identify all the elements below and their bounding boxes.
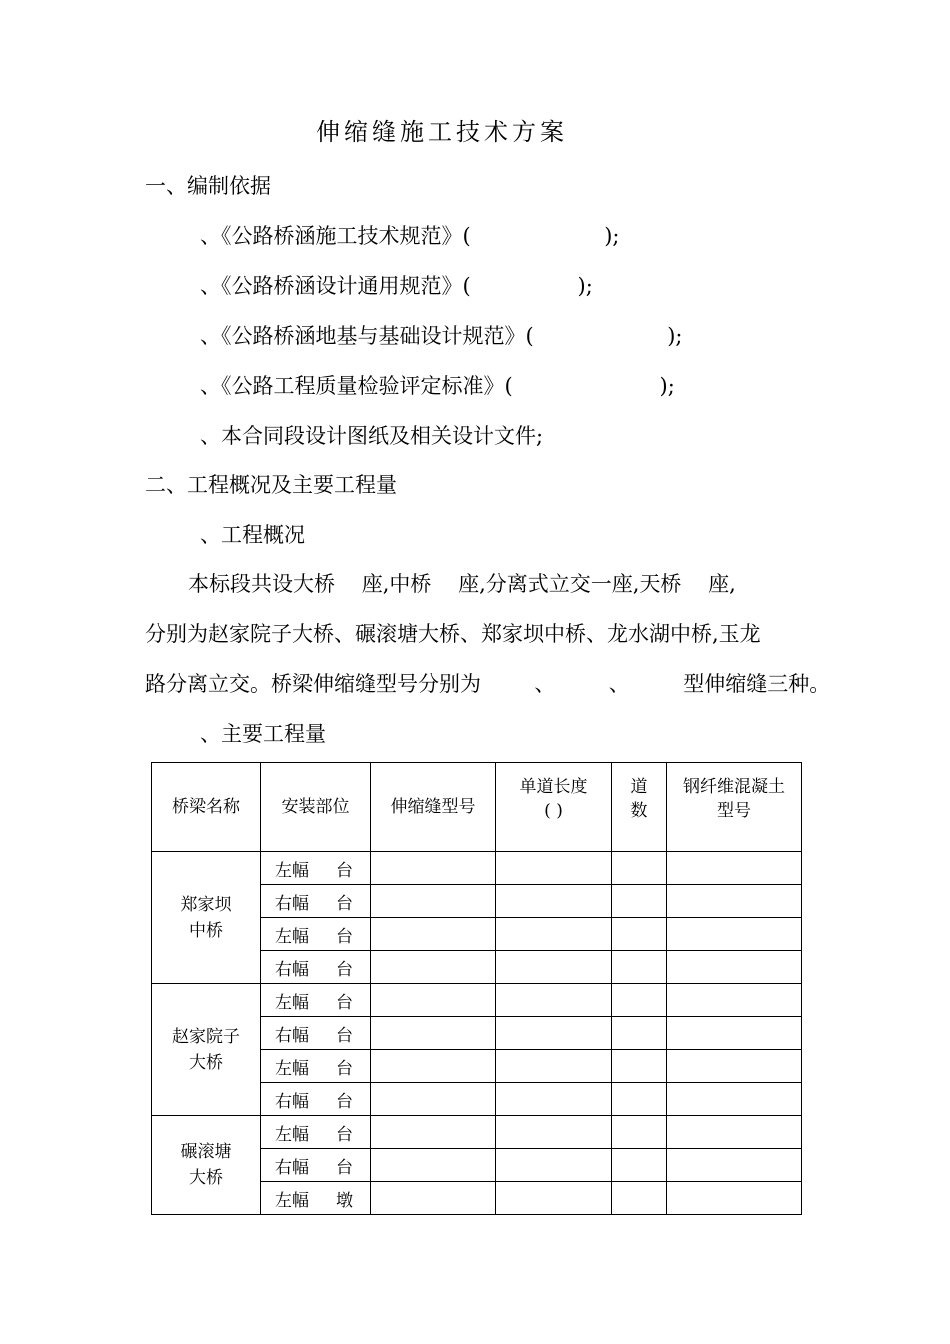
empty-cell [496, 885, 612, 918]
empty-cell [371, 951, 496, 984]
section-2-heading: 二、工程概况及主要工程量 [145, 473, 397, 497]
position-cell: 左幅 台 [261, 984, 371, 1017]
quantities-table [151, 762, 802, 1215]
bridge-name-cell: 碾滚塘 大桥 [152, 1116, 261, 1215]
empty-cell [371, 885, 496, 918]
overview-paragraph-line-1: 本标段共设大桥 座,中桥 座,分离式立交一座,天桥 座, [188, 572, 736, 596]
empty-cell [496, 1050, 612, 1083]
empty-cell [371, 1083, 496, 1116]
overview-paragraph-line-3: 路分离立交。桥梁伸缩缝型号分别为 、 、 型伸缩缝三种。 [145, 672, 831, 696]
position-cell: 左幅 台 [261, 1050, 371, 1083]
bridge-name-cell: 郑家坝 中桥 [152, 852, 261, 984]
header-count: 道 数 [612, 763, 667, 852]
section-1-heading: 一、编制依据 [145, 174, 271, 198]
subsection-quantities: 、主要工程量 [200, 722, 326, 746]
empty-cell [371, 918, 496, 951]
empty-cell [612, 951, 667, 984]
empty-cell [612, 885, 667, 918]
empty-cell [667, 1116, 802, 1149]
empty-cell [667, 852, 802, 885]
position-cell: 右幅 台 [261, 951, 371, 984]
basis-item-4: 、《公路工程质量检验评定标准》( ); [200, 374, 675, 398]
position-cell: 左幅 台 [261, 918, 371, 951]
empty-cell [612, 1017, 667, 1050]
basis-item-2: 、《公路桥涵设计通用规范》( ); [200, 274, 593, 298]
empty-cell [612, 852, 667, 885]
basis-item-3: 、《公路桥涵地基与基础设计规范》( ); [200, 324, 683, 348]
empty-cell [371, 984, 496, 1017]
subsection-overview: 、工程概况 [200, 523, 305, 547]
position-cell: 右幅 台 [261, 1083, 371, 1116]
empty-cell [496, 1116, 612, 1149]
bridge-name-cell: 赵家院子 大桥 [152, 984, 261, 1116]
position-cell: 左幅 台 [261, 852, 371, 885]
empty-cell [667, 951, 802, 984]
empty-cell [371, 1182, 496, 1215]
position-cell: 右幅 台 [261, 885, 371, 918]
position-cell: 左幅 墩 [261, 1182, 371, 1215]
empty-cell [667, 984, 802, 1017]
empty-cell [496, 1017, 612, 1050]
position-cell: 右幅 台 [261, 1017, 371, 1050]
empty-cell [496, 951, 612, 984]
empty-cell [496, 984, 612, 1017]
empty-cell [667, 885, 802, 918]
basis-item-1: 、《公路桥涵施工技术规范》( ); [200, 224, 620, 248]
header-concrete-model: 钢纤维混凝土 型号 [667, 763, 802, 852]
empty-cell [371, 1017, 496, 1050]
empty-cell [667, 918, 802, 951]
position-cell: 右幅 台 [261, 1149, 371, 1182]
header-joint-model: 伸缩缝型号 [371, 763, 496, 852]
empty-cell [667, 1050, 802, 1083]
empty-cell [612, 1116, 667, 1149]
table-row [152, 984, 802, 1017]
empty-cell [612, 1149, 667, 1182]
empty-cell [612, 984, 667, 1017]
empty-cell [612, 1083, 667, 1116]
empty-cell [496, 852, 612, 885]
empty-cell [371, 1050, 496, 1083]
empty-cell [667, 1083, 802, 1116]
empty-cell [612, 1182, 667, 1215]
empty-cell [667, 1017, 802, 1050]
document-title: 伸缩缝施工技术方案 [316, 118, 568, 146]
empty-cell [667, 1149, 802, 1182]
empty-cell [496, 1083, 612, 1116]
overview-paragraph-line-2: 分别为赵家院子大桥、碾滚塘大桥、郑家坝中桥、龙水湖中桥,玉龙 [145, 622, 761, 646]
empty-cell [496, 1149, 612, 1182]
table-header-row [152, 763, 802, 852]
empty-cell [612, 1050, 667, 1083]
basis-item-5: 、本合同段设计图纸及相关设计文件; [200, 424, 544, 448]
empty-cell [496, 918, 612, 951]
header-single-length: 单道长度 ( ) [496, 763, 612, 852]
empty-cell [371, 1149, 496, 1182]
empty-cell [667, 1182, 802, 1215]
header-bridge-name: 桥梁名称 [152, 763, 261, 852]
position-cell: 左幅 台 [261, 1116, 371, 1149]
empty-cell [371, 1116, 496, 1149]
table-row [152, 852, 802, 885]
empty-cell [371, 852, 496, 885]
table-row [152, 1116, 802, 1149]
empty-cell [612, 918, 667, 951]
empty-cell [496, 1182, 612, 1215]
header-install-position: 安装部位 [261, 763, 371, 852]
